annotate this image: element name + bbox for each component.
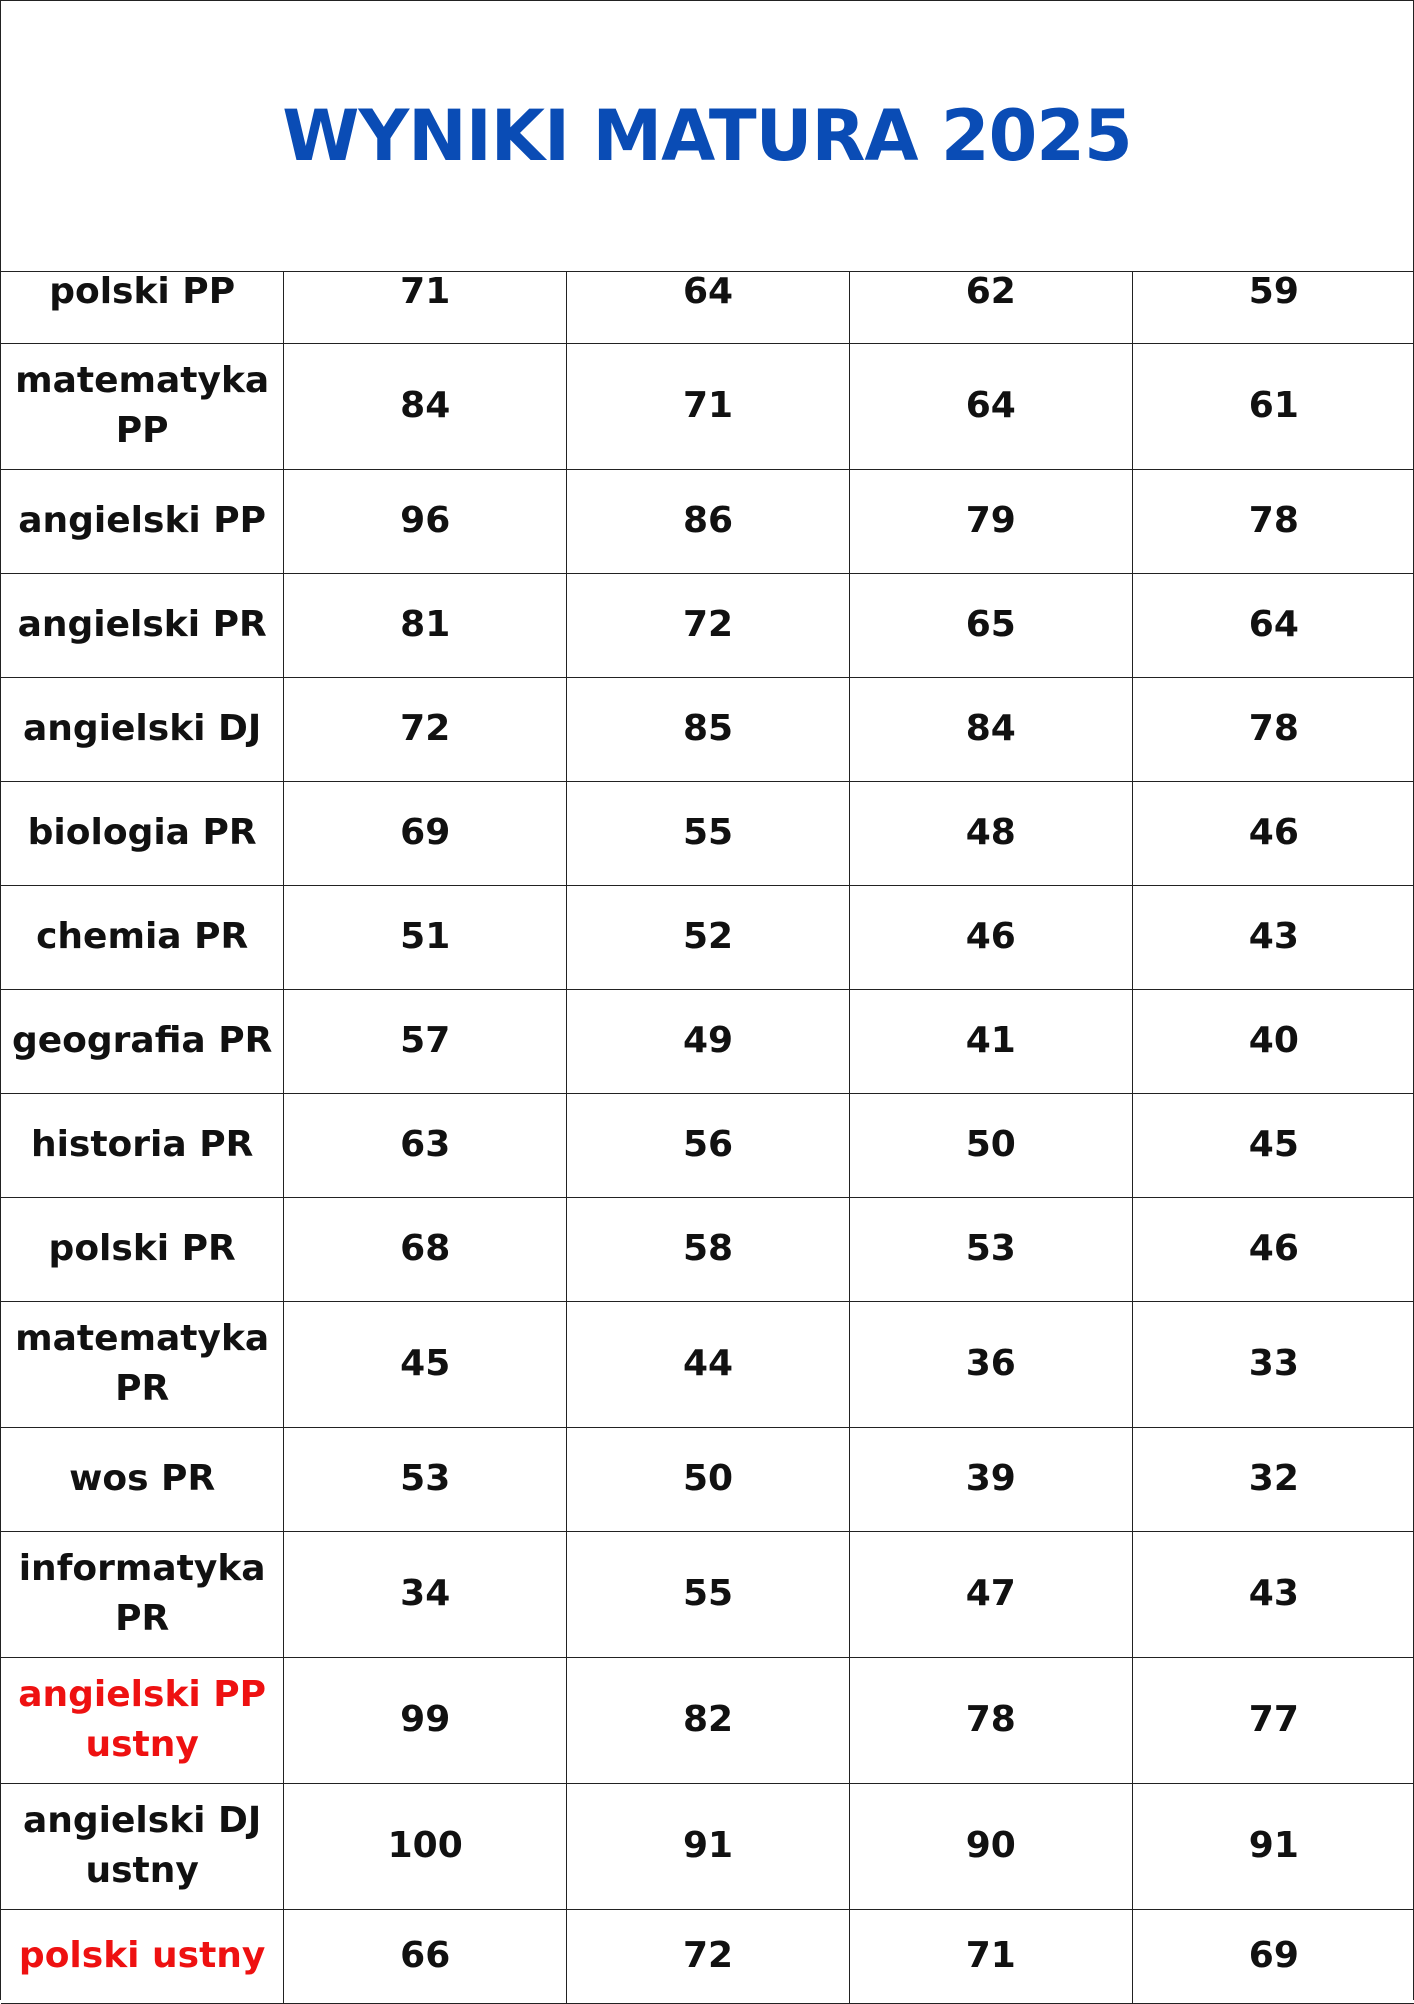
- value-cell: 91: [1132, 1783, 1414, 1909]
- table-row: [1, 343, 1414, 469]
- value-cell: 61: [1132, 343, 1414, 469]
- value-cell: 52: [567, 885, 850, 989]
- value-cell: 69: [284, 781, 567, 885]
- value-cell: 57: [284, 989, 567, 1093]
- subject-cell: polski PR: [1, 1197, 284, 1301]
- value-cell: 72: [567, 573, 850, 677]
- header: [1, 1, 1413, 272]
- value-cell: 44: [567, 1301, 850, 1427]
- value-cell: 71: [567, 343, 850, 469]
- value-cell: 84: [849, 677, 1132, 781]
- table-row: [1, 989, 1414, 1093]
- value-cell: 64: [567, 272, 850, 343]
- value-cell: 41: [849, 989, 1132, 1093]
- value-cell: 78: [849, 1657, 1132, 1783]
- value-cell: 53: [849, 1197, 1132, 1301]
- table-row: [1, 1909, 1414, 2003]
- subject-cell: angielski DJ ustny: [1, 1783, 284, 1909]
- value-cell: 78: [1132, 469, 1414, 573]
- value-cell: 77: [1132, 1657, 1414, 1783]
- table-row: [1, 1783, 1414, 1909]
- value-cell: 55: [567, 781, 850, 885]
- value-cell: 55: [567, 1531, 850, 1657]
- value-cell: 71: [284, 272, 567, 343]
- value-cell: 62: [849, 272, 1132, 343]
- value-cell: 72: [284, 677, 567, 781]
- value-cell: 68: [284, 1197, 567, 1301]
- value-cell: 100: [284, 1783, 567, 1909]
- value-cell: 50: [567, 1427, 850, 1531]
- table-row: [1, 1197, 1414, 1301]
- subject-cell: angielski PP: [1, 469, 284, 573]
- value-cell: 71: [849, 1909, 1132, 2003]
- table-row: [1, 781, 1414, 885]
- results-table: [1, 272, 1414, 2004]
- table-row: [1, 573, 1414, 677]
- value-cell: 45: [1132, 1093, 1414, 1197]
- table-row: [1, 677, 1414, 781]
- value-cell: 46: [1132, 781, 1414, 885]
- value-cell: 46: [1132, 1197, 1414, 1301]
- table-row: [1, 1531, 1414, 1657]
- value-cell: 86: [567, 469, 850, 573]
- value-cell: 85: [567, 677, 850, 781]
- value-cell: 81: [284, 573, 567, 677]
- value-cell: 99: [284, 1657, 567, 1783]
- value-cell: 32: [1132, 1427, 1414, 1531]
- value-cell: 78: [1132, 677, 1414, 781]
- value-cell: 72: [567, 1909, 850, 2003]
- value-cell: 65: [849, 573, 1132, 677]
- value-cell: 47: [849, 1531, 1132, 1657]
- value-cell: 59: [1132, 272, 1414, 343]
- value-cell: 56: [567, 1093, 850, 1197]
- table-row: [1, 272, 1414, 343]
- subject-cell: angielski PR: [1, 573, 284, 677]
- value-cell: 36: [849, 1301, 1132, 1427]
- table-row: [1, 1657, 1414, 1783]
- table-row: [1, 1301, 1414, 1427]
- value-cell: 64: [1132, 573, 1414, 677]
- value-cell: 53: [284, 1427, 567, 1531]
- value-cell: 45: [284, 1301, 567, 1427]
- page-title: WYNIKI MATURA 2025: [282, 95, 1132, 177]
- value-cell: 33: [1132, 1301, 1414, 1427]
- value-cell: 64: [849, 343, 1132, 469]
- table-row: [1, 469, 1414, 573]
- subject-cell: angielski PP ustny: [1, 1657, 284, 1783]
- value-cell: 63: [284, 1093, 567, 1197]
- value-cell: 34: [284, 1531, 567, 1657]
- table-row: [1, 885, 1414, 989]
- subject-cell: matematyka PR: [1, 1301, 284, 1427]
- value-cell: 82: [567, 1657, 850, 1783]
- subject-cell: informatyka PR: [1, 1531, 284, 1657]
- value-cell: 43: [1132, 885, 1414, 989]
- value-cell: 43: [1132, 1531, 1414, 1657]
- value-cell: 46: [849, 885, 1132, 989]
- value-cell: 91: [567, 1783, 850, 1909]
- subject-cell: angielski DJ: [1, 677, 284, 781]
- subject-cell: polski ustny: [1, 1909, 284, 2003]
- table-row: [1, 1427, 1414, 1531]
- value-cell: 79: [849, 469, 1132, 573]
- value-cell: 58: [567, 1197, 850, 1301]
- value-cell: 90: [849, 1783, 1132, 1909]
- subject-cell: matematyka PP: [1, 343, 284, 469]
- value-cell: 49: [567, 989, 850, 1093]
- value-cell: 50: [849, 1093, 1132, 1197]
- subject-cell: historia PR: [1, 1093, 284, 1197]
- value-cell: 39: [849, 1427, 1132, 1531]
- subject-cell: polski PP: [1, 272, 284, 343]
- value-cell: 69: [1132, 1909, 1414, 2003]
- table-row: [1, 1093, 1414, 1197]
- value-cell: 66: [284, 1909, 567, 2003]
- value-cell: 51: [284, 885, 567, 989]
- subject-cell: biologia PR: [1, 781, 284, 885]
- value-cell: 96: [284, 469, 567, 573]
- value-cell: 40: [1132, 989, 1414, 1093]
- subject-cell: geografia PR: [1, 989, 284, 1093]
- subject-cell: chemia PR: [1, 885, 284, 989]
- value-cell: 84: [284, 343, 567, 469]
- subject-cell: wos PR: [1, 1427, 284, 1531]
- value-cell: 48: [849, 781, 1132, 885]
